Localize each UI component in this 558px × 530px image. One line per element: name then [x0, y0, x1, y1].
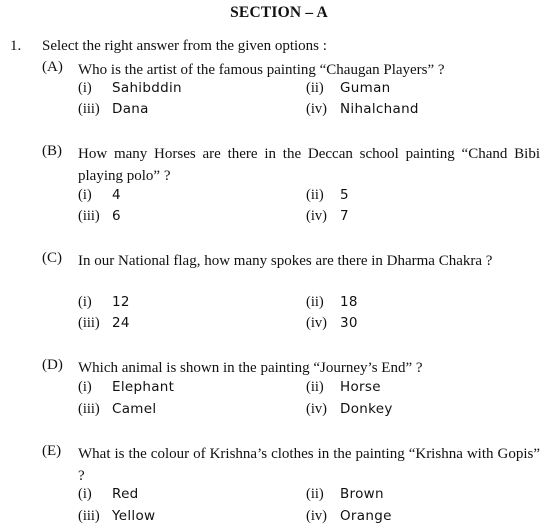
subquestion-letter: (E) — [42, 443, 62, 459]
question-number: 1. — [10, 38, 22, 54]
option-number: (ii) — [306, 80, 324, 96]
option-e-ii — [306, 486, 384, 503]
option-d-iii — [78, 401, 157, 418]
option-value: Horse — [340, 379, 381, 395]
subquestion-letter: (C) — [42, 250, 62, 266]
option-number: (i) — [78, 379, 92, 395]
option-number: (i) — [78, 486, 92, 502]
option-a-iv — [306, 101, 419, 118]
option-c-iv — [306, 315, 358, 332]
subquestion-letter: (D) — [42, 357, 63, 373]
option-c-ii — [306, 294, 358, 311]
option-number: (iv) — [306, 508, 327, 524]
option-value: Nihalchand — [340, 101, 419, 117]
option-c-i — [78, 294, 130, 311]
option-number: (iii) — [78, 101, 100, 117]
option-number: (ii) — [306, 379, 324, 395]
option-number: (iii) — [78, 208, 100, 224]
option-value: Camel — [112, 401, 157, 417]
section-title: SECTION – A — [230, 4, 328, 21]
option-number: (iii) — [78, 508, 100, 524]
option-number: (ii) — [306, 486, 324, 502]
option-d-i — [78, 379, 175, 396]
subquestion-letter: (B) — [42, 143, 62, 159]
option-a-i — [78, 80, 182, 97]
option-number: (i) — [78, 80, 92, 96]
subquestion-text: How many Horses are there in the Deccan school painting “Chand Bibi playing polo” ? — [78, 146, 540, 184]
option-b-iv — [306, 208, 349, 225]
option-number: (iv) — [306, 401, 327, 417]
option-e-iv — [306, 508, 392, 525]
option-number: (iv) — [306, 101, 327, 117]
option-value: 18 — [340, 294, 358, 310]
subquestion-letter: (A) — [42, 59, 63, 75]
option-number: (i) — [78, 187, 92, 203]
option-value: Donkey — [340, 401, 393, 417]
option-e-i — [78, 486, 139, 503]
option-value: 6 — [112, 208, 121, 224]
option-value: 12 — [112, 294, 130, 310]
subquestion-text: In our National flag, how many spokes are there in Dharma Chakra ? — [78, 253, 493, 269]
option-b-iii — [78, 208, 121, 225]
option-a-iii — [78, 101, 149, 118]
option-value: Yellow — [112, 508, 156, 524]
option-number: (iii) — [78, 401, 100, 417]
subquestion-text: What is the colour of Krishna’s clothes in the painting “Krishna with Gopis” ? — [78, 446, 540, 484]
option-number: (iii) — [78, 315, 100, 331]
option-number: (iv) — [306, 315, 327, 331]
option-value: Red — [112, 486, 139, 502]
option-value: 30 — [340, 315, 358, 331]
subquestion-text: Which animal is shown in the painting “Journey’s End” ? — [78, 360, 423, 376]
option-number: (ii) — [306, 187, 324, 203]
subquestion-text: Who is the artist of the famous painting “Chaugan Players” ? — [78, 62, 445, 78]
option-number: (iv) — [306, 208, 327, 224]
option-e-iii — [78, 508, 156, 525]
option-value: Elephant — [112, 379, 175, 395]
option-b-i — [78, 187, 121, 204]
option-value: 24 — [112, 315, 130, 331]
option-b-ii — [306, 187, 349, 204]
option-value: Orange — [340, 508, 392, 524]
option-number: (i) — [78, 294, 92, 310]
option-value: 5 — [340, 187, 349, 203]
option-value: Brown — [340, 486, 384, 502]
option-value: 4 — [112, 187, 121, 203]
option-value: Sahibddin — [112, 80, 182, 96]
option-c-iii — [78, 315, 130, 332]
option-value: Guman — [340, 80, 391, 96]
option-value: Dana — [112, 101, 149, 117]
option-d-iv — [306, 401, 393, 418]
question-instruction: Select the right answer from the given options : — [42, 38, 327, 54]
option-value: 7 — [340, 208, 349, 224]
option-number: (ii) — [306, 294, 324, 310]
option-a-ii — [306, 80, 391, 97]
option-d-ii — [306, 379, 381, 396]
